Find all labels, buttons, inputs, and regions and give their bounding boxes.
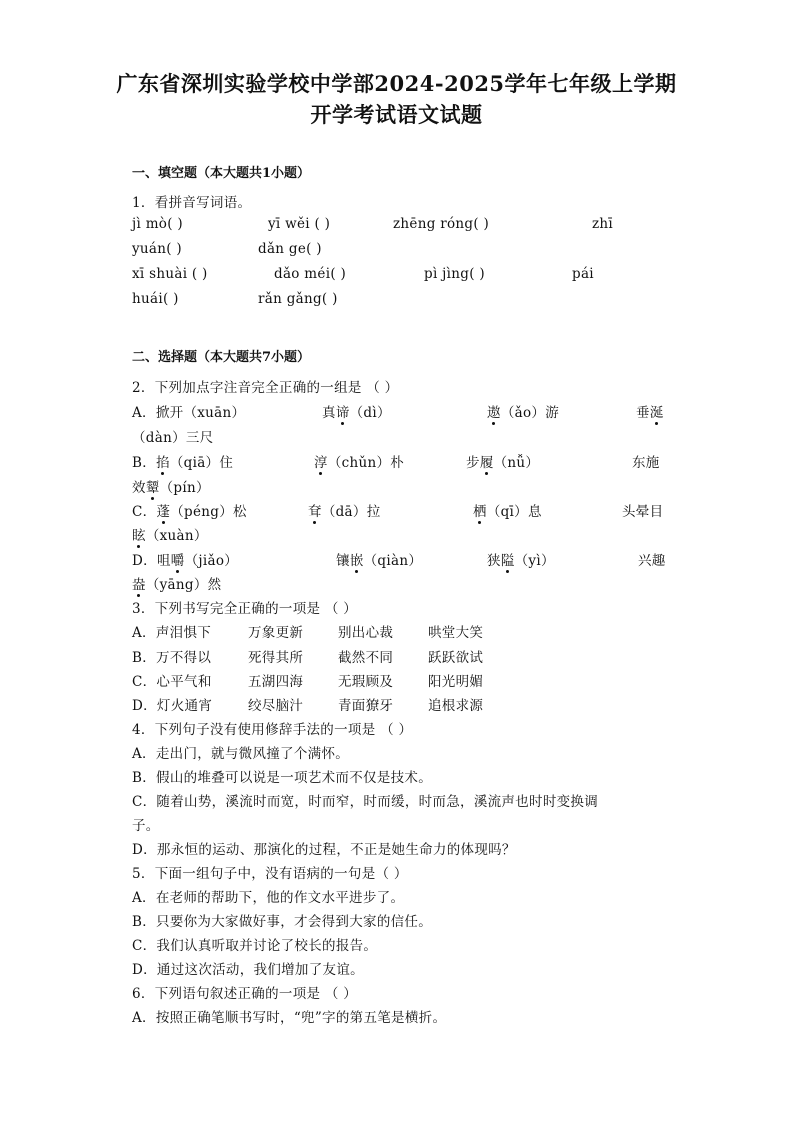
question-1-stem: 1．看拼音写词语。 — [132, 195, 252, 211]
q3-option-c-word-1: C．心平气和 — [132, 674, 212, 690]
pinyin-item-zhengrong: zhēng róng( ) — [393, 216, 490, 232]
q4-option-d: D．那永恒的运动、那演化的过程，不正是她生命力的体现吗？ — [132, 842, 516, 858]
q5-option-a: A．在老师的帮助下，他的作文水平进步了。 — [132, 890, 405, 906]
question-4-stem: 4．下列句子没有使用修辞手法的一项是 （ ） — [132, 722, 413, 738]
dotted-char: 耷 — [308, 500, 322, 520]
q2-option-c-item-3: 栖（qī）息 — [473, 500, 542, 520]
pinyin-item-rangang: rǎn gǎng( ) — [258, 291, 338, 307]
q2-option-c-continuation: 眩（xuàn） — [132, 524, 208, 544]
q5-option-c: C．我们认真听取并讨论了校长的报告。 — [132, 938, 378, 954]
exam-title-line-2: 开学考试语文试题 — [310, 102, 483, 127]
q2-option-b-item-1: B．掐（qiā）住 — [132, 451, 233, 471]
q3-option-a-word-3: 别出心裁 — [338, 625, 394, 641]
dotted-char: 遨 — [487, 401, 501, 421]
exam-title-line-1: 广东省深圳实验学校中学部2024-2025学年七年级上学期 — [116, 71, 677, 96]
pinyin-item-yiwei: yī wěi ( ) — [268, 216, 331, 232]
q2-option-a-item-4: 垂涎 — [636, 401, 664, 421]
dotted-char: 栖 — [473, 500, 487, 520]
pinyin-item-paihuai-end: huái( ) — [132, 291, 179, 307]
q2-option-d-continuation: 盎（yāng）然 — [132, 573, 221, 593]
pinyin-item-dange: dǎn ge( ) — [258, 241, 322, 257]
q3-option-d-word-4: 追根求源 — [428, 698, 484, 714]
q3-option-a-word-2: 万象更新 — [248, 625, 304, 641]
q2-option-c-item-4: 头晕目 — [622, 504, 664, 520]
dotted-char: 蓬 — [156, 500, 170, 520]
q2-option-b-item-2: 淳（chǔn）朴 — [314, 451, 404, 471]
pinyin-item-pijing: pì jìng( ) — [424, 266, 485, 282]
q3-option-a-word-1: A．声泪惧下 — [132, 625, 212, 641]
question-3-stem: 3．下列书写完全正确的一项是 （ ） — [132, 601, 358, 617]
question-5-stem: 5．下面一组句子中，没有语病的一句是（ ） — [132, 866, 408, 882]
q3-option-c-word-3: 无瑕顾及 — [338, 674, 394, 690]
q4-option-c: C．随着山势，溪流时而宽，时而窄，时而缓，时而急，溪流声也时时变换调 — [132, 794, 599, 810]
pinyin-item-zhiyuan-end: yuán( ) — [132, 241, 182, 257]
q2-option-a-item-3: 遨（ǎo）游 — [487, 401, 559, 421]
q2-option-c-item-1: C．蓬（péng）松 — [132, 500, 247, 520]
pinyin-item-daomei: dǎo méi( ) — [274, 266, 347, 282]
q4-option-c-continuation: 子。 — [132, 818, 160, 834]
dotted-char: 涎 — [650, 401, 664, 421]
q2-option-d-item-1: D．咀嚼（jiǎo） — [132, 549, 238, 569]
dotted-char: 盎 — [132, 573, 146, 593]
q3-option-c-word-2: 五湖四海 — [248, 674, 304, 690]
q2-option-c-item-2: 耷（dā）拉 — [308, 500, 381, 520]
pinyin-item-jimo: jì mò( ) — [132, 216, 183, 232]
q2-option-d-item-3: 狭隘（yì） — [487, 549, 555, 569]
q3-option-a-word-4: 哄堂大笑 — [428, 625, 484, 641]
dotted-char: 履 — [480, 451, 494, 471]
q5-option-b: B．只要你为大家做好事，才会得到大家的信任。 — [132, 914, 433, 930]
q3-option-b-word-1: B．万不得以 — [132, 650, 212, 666]
dotted-char: 淳 — [314, 451, 328, 471]
q4-option-a: A．走出门，就与微风撞了个满怀。 — [132, 746, 350, 762]
q3-option-d-word-2: 绞尽脑汁 — [248, 698, 304, 714]
q6-option-a: A．按照正确笔顺书写时，“兜”字的第五笔是横折。 — [132, 1010, 447, 1026]
q2-option-a-continuation: （dàn）三尺 — [132, 430, 214, 446]
dotted-char: 谛 — [336, 401, 350, 421]
pinyin-item-zhiyuan-start: zhī — [592, 216, 614, 232]
dotted-char: 嚼 — [171, 549, 185, 569]
q2-option-b-item-3: 步履（nǚ） — [466, 451, 539, 471]
section-heading-multiple-choice: 二、选择题（本大题共7小题） — [132, 350, 311, 365]
q2-option-a-item-2: 真谛（dì） — [322, 401, 391, 421]
q2-option-d-item-2: 镶嵌（qiàn） — [336, 549, 422, 569]
question-6-stem: 6．下列语句叙述正确的一项是 （ ） — [132, 986, 358, 1002]
dotted-char: 掐 — [156, 451, 170, 471]
q2-option-a-item-1: A．掀开（xuān） — [132, 405, 246, 421]
section-heading-fill-in: 一、填空题（本大题共1小题） — [132, 166, 311, 181]
question-2-stem: 2．下列加点字注音完全正确的一组是 （ ） — [132, 380, 399, 396]
q5-option-d: D．通过这次活动，我们增加了友谊。 — [132, 962, 364, 978]
pinyin-item-paihuai-start: pái — [572, 266, 594, 282]
q3-option-d-word-3: 青面獠牙 — [338, 698, 394, 714]
dotted-char: 眩 — [132, 524, 146, 544]
q3-option-b-word-3: 截然不同 — [338, 650, 394, 666]
q2-option-b-item-4: 东施 — [632, 455, 660, 471]
q3-option-b-word-4: 跃跃欲试 — [428, 650, 484, 666]
q3-option-c-word-4: 阳光明媚 — [428, 674, 484, 690]
q2-option-d-item-4: 兴趣 — [638, 553, 666, 569]
dotted-char: 隘 — [501, 549, 515, 569]
q3-option-b-word-2: 死得其所 — [248, 650, 304, 666]
dotted-char: 嵌 — [350, 549, 364, 569]
dotted-char: 颦 — [146, 476, 160, 496]
pinyin-item-xishuai: xī shuài ( ) — [132, 266, 208, 282]
q3-option-d-word-1: D．灯火通宵 — [132, 698, 213, 714]
q4-option-b: B．假山的堆叠可以说是一项艺术而不仅是技术。 — [132, 770, 433, 786]
q2-option-b-continuation: 效颦（pín） — [132, 476, 210, 496]
